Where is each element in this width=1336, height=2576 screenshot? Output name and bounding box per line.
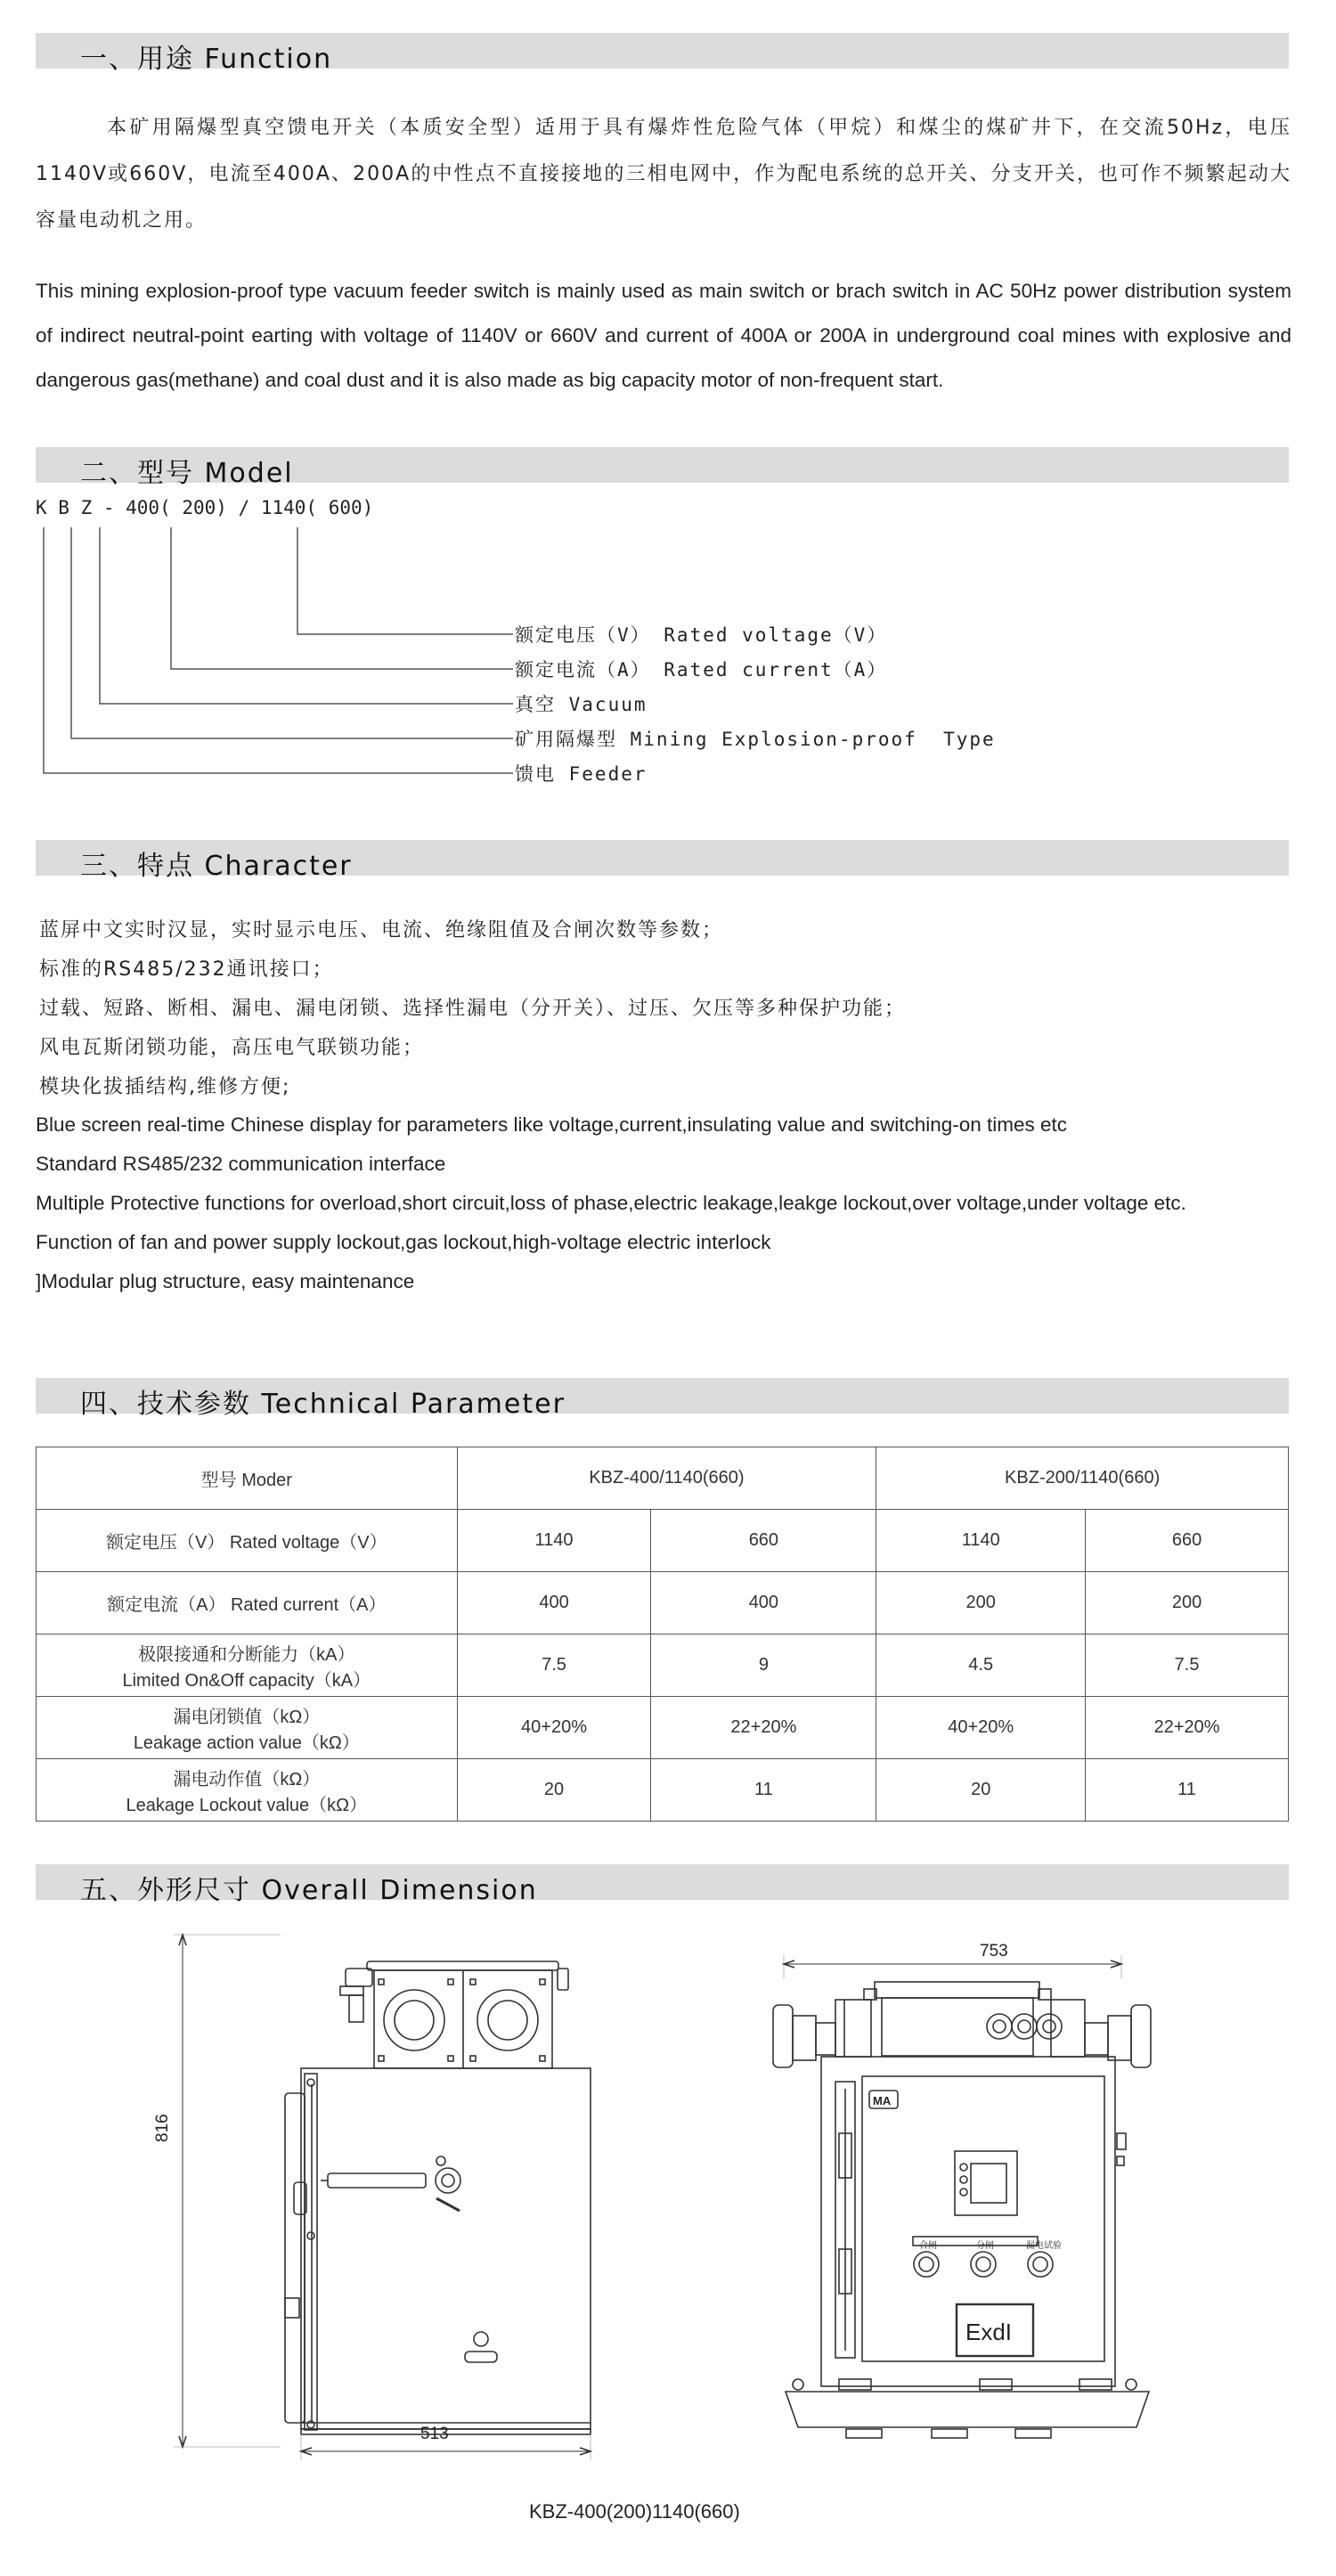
character-en-item: Standard RS485/232 communication interface: [36, 1153, 446, 1175]
row-label-zh: 漏电动作值（kΩ）: [173, 1769, 321, 1789]
character-en-item: Function of fan and power supply lockout,gas lockout,high-voltage electric interlock: [36, 1231, 771, 1253]
function-heading: 一、用途 Function: [80, 44, 333, 75]
technical-parameter-table: [36, 1447, 1289, 1822]
front-view-drawing: [757, 1946, 1238, 2463]
cell-value: 1140: [457, 1510, 651, 1572]
model-label-rated-current: 额定电流（A） Rated current（A）: [515, 659, 888, 681]
cell-value: 1140: [876, 1510, 1086, 1572]
dimension-heading: 五、外形尺寸 Overall Dimension: [80, 1875, 538, 1906]
technical-heading: 四、技术参数 Technical Parameter: [80, 1389, 566, 1420]
cell-value: 4.5: [876, 1634, 1086, 1697]
model-label-explosion-proof: 矿用隔爆型 Mining Explosion-proof Type: [515, 729, 996, 750]
cell-value: 9: [651, 1634, 876, 1697]
dimension-depth-label: 513: [420, 2425, 449, 2443]
section-heading-dimension: [36, 1864, 1289, 1906]
model-heading: 二、型号 Model: [80, 458, 294, 489]
cell-value: 22+20%: [1086, 1697, 1289, 1759]
character-en-item: Blue screen real-time Chinese display for parameters like voltage,current,insulating value and switching-on times etc: [36, 1113, 1068, 1136]
section-heading-technical: [36, 1378, 1289, 1420]
panel-label-close: 合闸: [919, 2241, 937, 2251]
table-row: [37, 1572, 1289, 1634]
row-label-en: Leakage action value（kΩ）: [133, 1732, 360, 1753]
character-zh-item: 模块化拔插结构,维修方便;: [39, 1076, 291, 1098]
row-label-en: Leakage Lockout value（kΩ）: [126, 1795, 368, 1815]
header-model-b: KBZ-200/1140(660): [876, 1447, 1289, 1510]
row-label-en: Limited On&Off capacity（kA）: [122, 1670, 371, 1691]
table-header-row: [37, 1447, 1289, 1510]
model-label-vacuum: 真空 Vacuum: [515, 694, 648, 715]
ma-badge: MA: [873, 2094, 892, 2107]
character-zh-item: 标准的RS485/232通讯接口；: [39, 958, 334, 981]
model-label-rated-voltage: 额定电压（V） Rated voltage（V）: [515, 624, 888, 646]
panel-label-open: 分闸: [976, 2241, 994, 2251]
cell-value: 22+20%: [651, 1697, 876, 1759]
character-heading: 三、特点 Character: [80, 851, 353, 882]
cell-value: 40+20%: [457, 1697, 651, 1759]
panel-label-leak-test: 漏电试验: [1026, 2241, 1062, 2251]
cell-value: 20: [457, 1759, 651, 1822]
row-label: [37, 1697, 458, 1759]
exd-mark: ExdI: [965, 2319, 1013, 2345]
dimension-height-label: 816: [153, 2114, 172, 2142]
character-en-item: ]Modular plug structure, easy maintenance: [36, 1270, 415, 1292]
cell-value: 7.5: [457, 1634, 651, 1697]
row-label: [37, 1634, 458, 1697]
row-label: 额定电流（A） Rated current（A）: [37, 1572, 458, 1634]
table-row: [37, 1510, 1289, 1572]
header-label-cell: 型号 Moder: [37, 1447, 458, 1510]
header-model-a: KBZ-400/1140(660): [457, 1447, 876, 1510]
cell-value: 400: [457, 1572, 651, 1634]
cell-value: 660: [1086, 1510, 1289, 1572]
row-label: 额定电压（V） Rated voltage（V）: [37, 1510, 458, 1572]
function-text-zh: 本矿用隔爆型真空馈电开关（本质安全型）适用于具有爆炸性危险气体（甲烷）和煤尘的煤矿井下，在交流50Hz，电压1140V或660V，电流至400A、200A的中性点不直接接地的三相电网中，作为配电系统的总开关、分支开关，也可作不频繁起动大容量电动机之用。: [36, 117, 1291, 232]
row-label: [37, 1759, 458, 1822]
model-code: K B Z - 400( 200) / 1140( 600): [36, 497, 374, 518]
cell-value: 7.5: [1086, 1634, 1289, 1697]
cell-value: 200: [876, 1572, 1086, 1634]
cell-value: 40+20%: [876, 1697, 1086, 1759]
model-label-feeder: 馈电 Feeder: [515, 763, 648, 785]
character-zh-item: 过载、短路、断相、漏电、漏电闭锁、选择性漏电（分开关）、过压、欠压等多种保护功能；: [39, 998, 907, 1020]
character-zh-item: 蓝屏中文实时汉显，实时显示电压、电流、绝缘阻值及合闸次数等参数；: [39, 919, 724, 942]
table-row: [37, 1697, 1289, 1759]
character-zh-item: 风电瓦斯闭锁功能，高压电气联锁功能；: [39, 1037, 425, 1059]
table-row: [37, 1634, 1289, 1697]
cell-value: 660: [651, 1510, 876, 1572]
cell-value: 20: [876, 1759, 1086, 1822]
row-label-zh: 漏电闭锁值（kΩ）: [173, 1707, 321, 1727]
table-row: [37, 1759, 1289, 1822]
function-text-en: This mining explosion-proof type vacuum feeder switch is mainly used as main switch or brach switch in AC 50Hz power distribution system of indirect neutral-point earting with voltage of 1140V or 660V and current of 400A or 200A in underground coal mines with explosive and dangerous gas(methane) and coal dust and it is also made as big capacity motor of non-frequent start.: [36, 280, 1291, 391]
character-en-item: Multiple Protective functions for overload,short circuit,loss of phase,electric leakage,leakge lockout,over voltage,under voltage etc.: [36, 1192, 1186, 1214]
cell-value: 400: [651, 1572, 876, 1634]
side-view-drawing: [143, 1915, 641, 2485]
section-heading-character: [36, 840, 1289, 882]
row-label-zh: 极限接通和分断能力（kA）: [138, 1644, 355, 1665]
dimension-width-label: 753: [980, 1942, 1008, 1961]
cell-value: 200: [1086, 1572, 1289, 1634]
figure-caption: KBZ-400(200)1140(660): [529, 2500, 740, 2523]
cell-value: 11: [651, 1759, 876, 1822]
cell-value: 11: [1086, 1759, 1289, 1822]
